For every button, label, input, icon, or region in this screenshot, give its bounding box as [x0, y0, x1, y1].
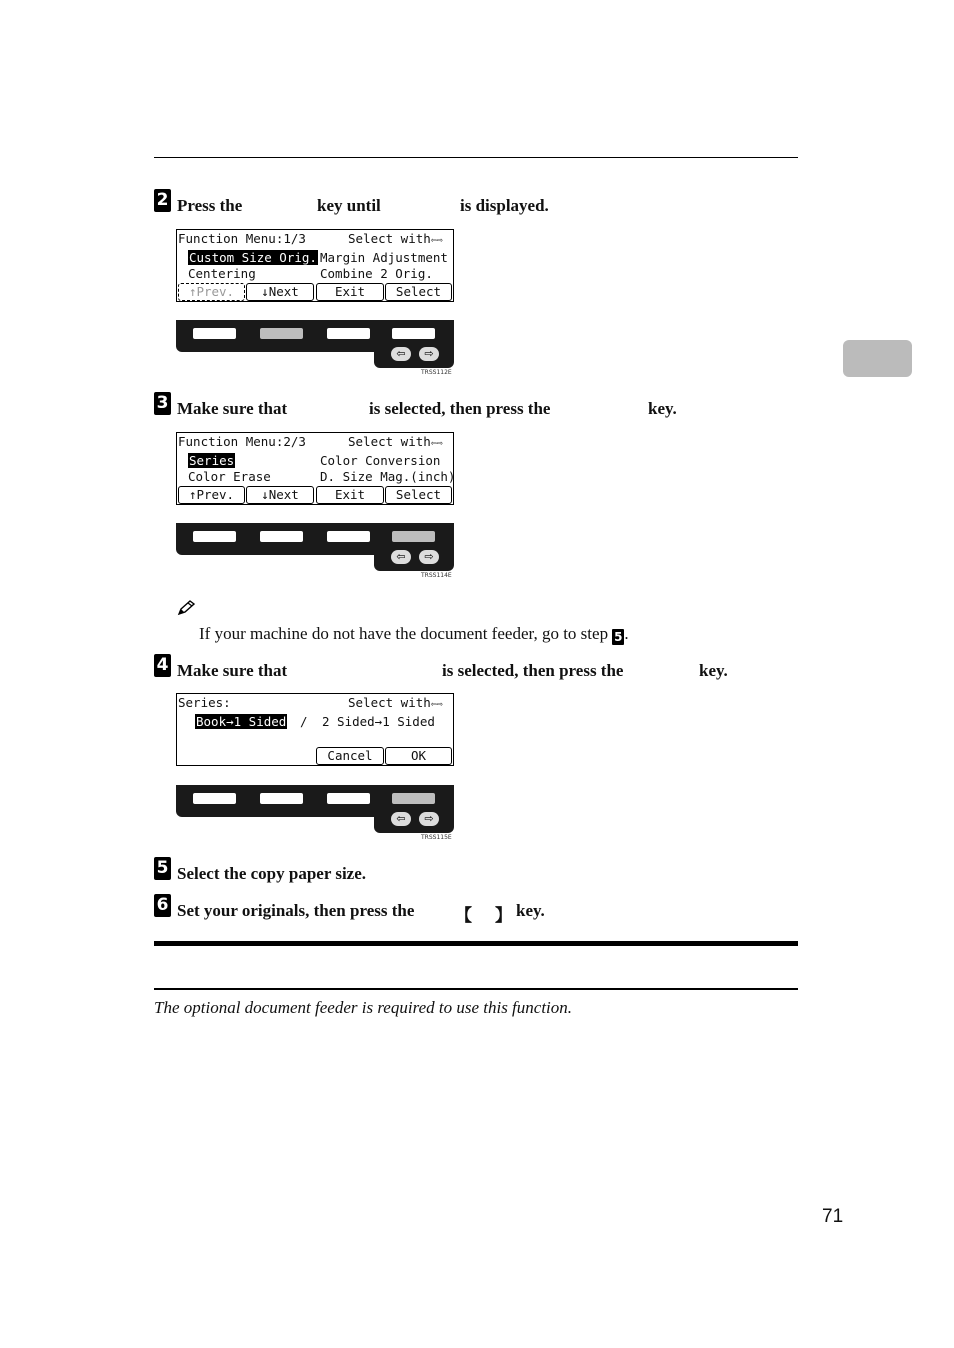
exit-softkey[interactable]: Exit	[316, 486, 384, 504]
step-6-instruction	[177, 901, 597, 923]
section-rule-thin	[154, 988, 798, 990]
lcd-item-dsize-mag[interactable]: D. Size Mag.(inch)	[320, 469, 456, 484]
panel-key-2[interactable]	[260, 793, 303, 804]
chapter-thumb-tab	[843, 340, 912, 377]
step-number-4: 4	[154, 654, 171, 677]
step-3-part-3: key.	[648, 399, 677, 418]
panel-key-4[interactable]	[392, 328, 435, 339]
lcd-softkeys	[177, 486, 453, 504]
lcd-option-label: Book→1 Sided	[196, 714, 287, 729]
figure-id: TRSS112E	[421, 369, 452, 376]
step-2-instruction	[177, 196, 597, 218]
lcd-softkeys	[177, 283, 453, 301]
step-3-part-1: Make sure that	[177, 399, 288, 418]
figure-id: TRSS114E	[421, 572, 452, 579]
step-4-part-1: Make sure that	[177, 661, 288, 680]
lcd-option-2sided[interactable]: 2 Sided→1 Sided	[322, 714, 435, 729]
lcd-option-book[interactable]	[195, 714, 287, 729]
lcd-title: Function Menu:1/3	[178, 231, 306, 246]
note-sentence: If your machine do not have the document feeder, go to step	[199, 624, 609, 643]
step-number-2: 2	[154, 189, 171, 212]
lcd-item-margin-adjustment[interactable]: Margin Adjustment	[320, 250, 448, 265]
lcd-hint	[348, 695, 443, 712]
step-4-instruction	[177, 661, 757, 683]
lcd-screen-function-menu-2	[176, 432, 454, 505]
step-3-part-2: is selected, then press the	[369, 399, 551, 418]
lcd-item-series[interactable]	[188, 453, 235, 468]
operation-panel-2	[176, 523, 454, 571]
lcd-hint	[348, 434, 443, 451]
next-softkey[interactable]: ↓Next	[246, 486, 314, 504]
left-right-arrows-icon: ⇦⇨	[430, 699, 443, 710]
panel-key-3[interactable]	[327, 793, 370, 804]
step-2-part-1: Press the	[177, 196, 243, 215]
step-number-5: 5	[154, 857, 171, 880]
select-softkey[interactable]: Select	[385, 486, 452, 504]
left-arrow-icon[interactable]: ⇦	[391, 812, 411, 826]
page-number: 71	[822, 1206, 844, 1227]
operation-panel-3	[176, 785, 454, 833]
step-4-part-3: key.	[699, 661, 728, 680]
panel-key-3[interactable]	[327, 328, 370, 339]
next-softkey[interactable]: ↓Next	[246, 283, 314, 301]
left-right-arrows-icon: ⇦⇨	[430, 235, 443, 246]
lcd-title: Function Menu:2/3	[178, 434, 306, 449]
prev-softkey[interactable]: ↑Prev.	[178, 283, 245, 301]
panel-key-1[interactable]	[193, 328, 236, 339]
lcd-softkeys	[177, 747, 453, 765]
panel-key-1[interactable]	[193, 531, 236, 542]
step-2-part-3: is displayed.	[460, 196, 549, 215]
panel-key-1[interactable]	[193, 793, 236, 804]
select-softkey[interactable]: Select	[385, 283, 452, 301]
lcd-item-color-erase[interactable]: Color Erase	[188, 469, 271, 484]
lcd-item-color-conversion[interactable]: Color Conversion	[320, 453, 441, 468]
step-3-instruction	[177, 399, 697, 421]
operation-panel-1	[176, 320, 454, 368]
panel-tab	[374, 543, 454, 571]
section-rule-thick	[154, 941, 798, 946]
left-right-arrows-icon: ⇦⇨	[430, 438, 443, 449]
lcd-option-separator: /	[300, 714, 308, 729]
note-text	[199, 624, 629, 645]
panel-key-4-pressed[interactable]	[392, 531, 435, 542]
figure-id: TRSS115E	[421, 834, 452, 841]
lcd-hint	[348, 231, 443, 248]
step-6-part-1: Set your originals, then press the	[177, 901, 415, 920]
lcd-item-custom-size[interactable]	[188, 250, 318, 265]
left-arrow-icon[interactable]: ⇦	[391, 347, 411, 361]
lcd-item-label: Series	[189, 453, 235, 468]
step-6-part-4: key.	[516, 901, 545, 920]
pencil-note-icon	[176, 599, 196, 617]
lcd-hint-text: Select with	[348, 695, 431, 710]
header-rule	[154, 157, 798, 158]
right-arrow-icon[interactable]: ⇨	[419, 550, 439, 564]
left-bracket: 【	[455, 906, 472, 925]
section-description: The optional document feeder is required to use this function.	[154, 998, 573, 1017]
lcd-item-centering[interactable]: Centering	[188, 266, 256, 281]
lcd-item-label: Custom Size Orig.	[189, 250, 317, 265]
lcd-hint-text: Select with	[348, 231, 431, 246]
ok-softkey[interactable]: OK	[385, 747, 452, 765]
lcd-hint-text: Select with	[348, 434, 431, 449]
right-arrow-icon[interactable]: ⇨	[419, 812, 439, 826]
lcd-screen-series	[176, 693, 454, 766]
right-bracket: 】	[495, 906, 512, 925]
step-2-part-2: key until	[317, 196, 381, 215]
cancel-softkey[interactable]: Cancel	[316, 747, 384, 765]
step-5-instruction: Select the copy paper size.	[177, 864, 367, 883]
panel-key-4-pressed[interactable]	[392, 793, 435, 804]
panel-key-2-pressed[interactable]	[260, 328, 303, 339]
note-end: .	[624, 624, 629, 643]
step-4-part-2: is selected, then press the	[442, 661, 624, 680]
step-reference-5: 5	[614, 630, 623, 644]
panel-tab	[374, 805, 454, 833]
lcd-title: Series:	[178, 695, 231, 710]
prev-softkey[interactable]: ↑Prev.	[178, 486, 245, 504]
step-number-3: 3	[154, 392, 171, 415]
step-number-6: 6	[154, 894, 171, 917]
lcd-screen-function-menu-1	[176, 229, 454, 302]
left-arrow-icon[interactable]: ⇦	[391, 550, 411, 564]
lcd-item-combine[interactable]: Combine 2 Orig.	[320, 266, 433, 281]
panel-tab	[374, 340, 454, 368]
panel-key-3[interactable]	[327, 531, 370, 542]
exit-softkey[interactable]: Exit	[316, 283, 384, 301]
panel-key-2[interactable]	[260, 531, 303, 542]
right-arrow-icon[interactable]: ⇨	[419, 347, 439, 361]
